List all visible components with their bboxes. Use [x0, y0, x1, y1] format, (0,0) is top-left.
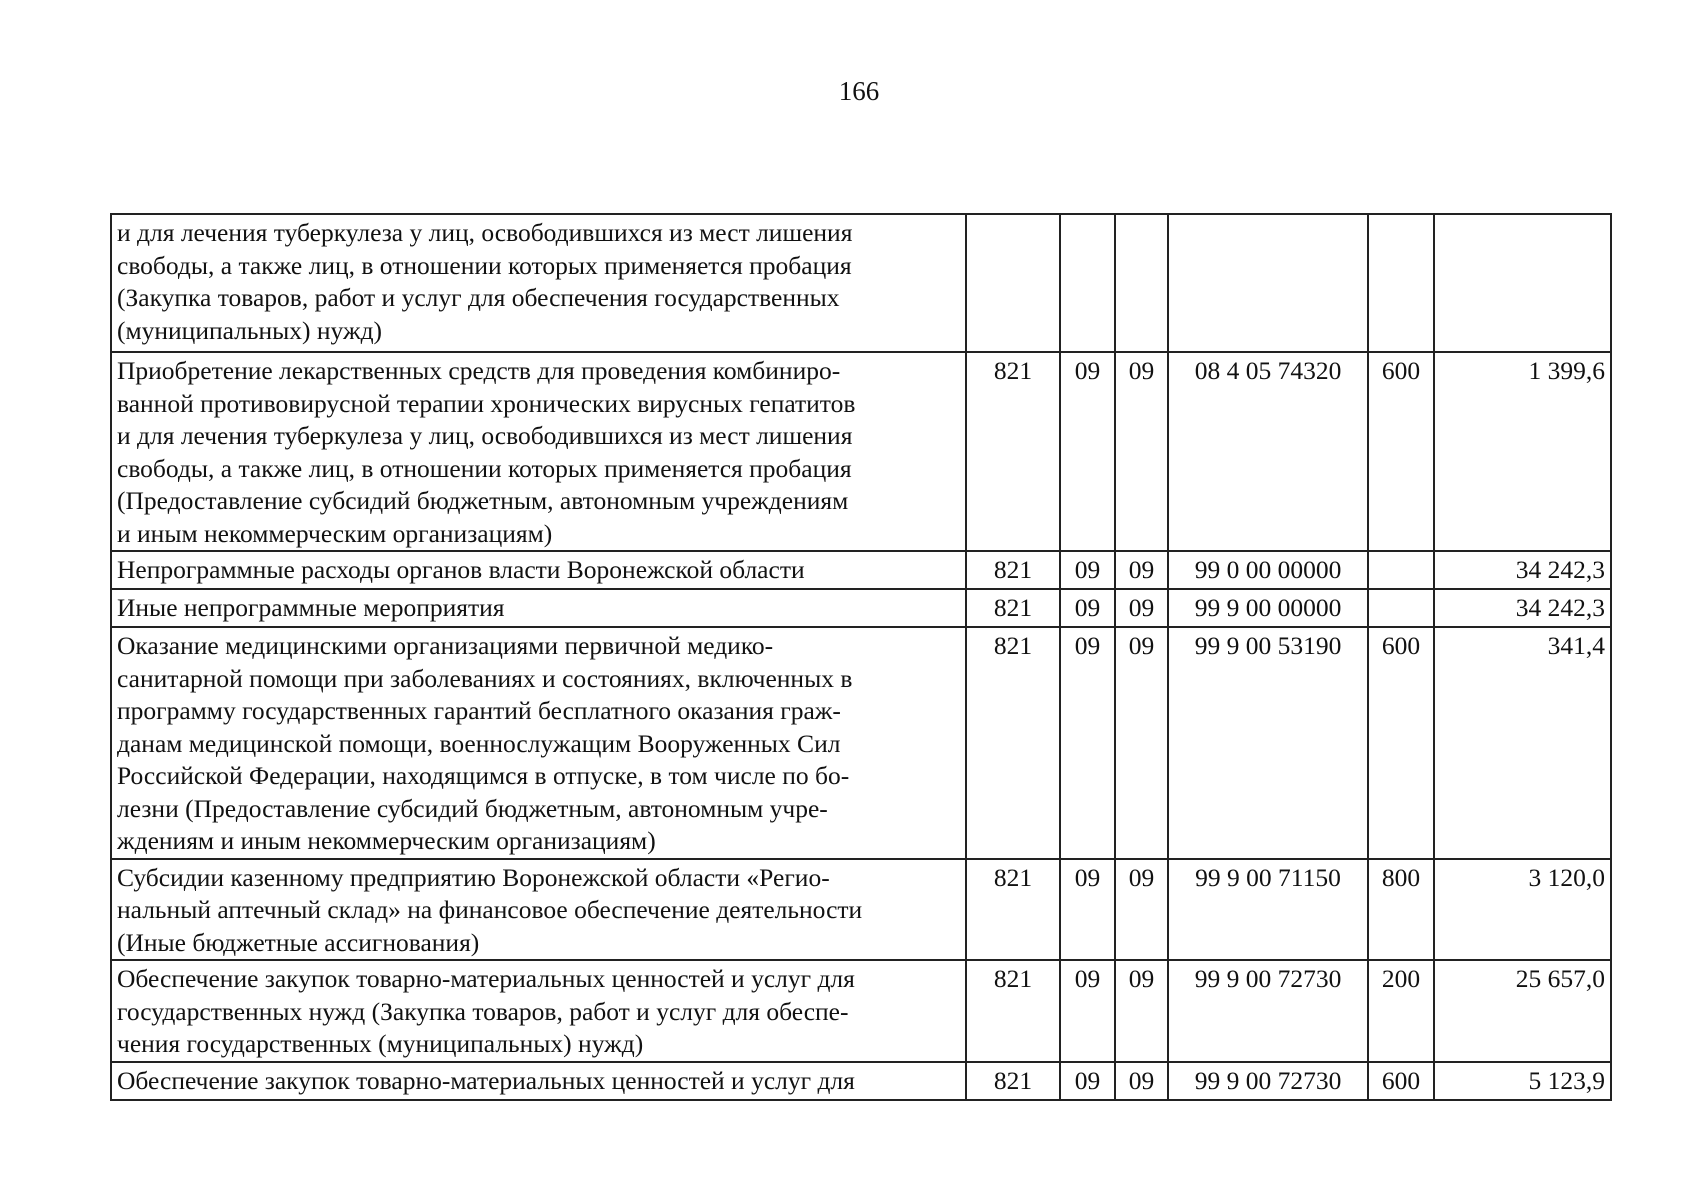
expense-name-line: данам медицинской помощи, военнослужащим Вооруженных Сил [117, 728, 841, 758]
subsection-cell: 09 [1115, 627, 1168, 859]
target-article-cell [1168, 214, 1368, 352]
amount-cell: 3 120,0 [1434, 859, 1611, 961]
expense-name-cell [111, 214, 966, 352]
expense-type-cell: 600 [1368, 627, 1434, 859]
section-cell: 09 [1060, 589, 1115, 627]
expense-type-cell: 600 [1368, 1062, 1434, 1100]
expense-name-cell [111, 1062, 966, 1100]
section-cell: 09 [1060, 1062, 1115, 1100]
grbs-cell: 821 [966, 551, 1060, 589]
subsection-cell: 09 [1115, 960, 1168, 1062]
amount-cell: 1 399,6 [1434, 352, 1611, 551]
expense-name-line: (Закупка товаров, работ и услуг для обеспечения государственных [117, 283, 840, 312]
expense-name-line: Субсидии казенному предприятию Воронежской области «Регио- [117, 862, 830, 892]
grbs-cell: 821 [966, 627, 1060, 859]
grbs-cell: 821 [966, 352, 1060, 551]
expense-name-line: Приобретение лекарственных средств для проведения комбиниро- [117, 356, 841, 385]
table-row [111, 214, 1611, 352]
target-article-cell: 99 9 00 72730 [1168, 960, 1368, 1062]
expense-name-line: и для лечения туберкулеза у лиц, освободившихся из мест лишения [117, 421, 853, 450]
expense-name-line: и иным некоммерческим организациям) [117, 518, 553, 548]
amount-cell: 34 242,3 [1434, 589, 1611, 627]
expense-name-line: лезни (Предоставление субсидий бюджетным, автономным учре- [117, 793, 828, 823]
expense-name-line: программу государственных гарантий бесплатного оказания граж- [117, 696, 841, 725]
subsection-cell: 09 [1115, 859, 1168, 961]
expense-name-line: Российской Федерации, находящимся в отпуске, в том числе по бо- [117, 761, 850, 790]
table-row [111, 1062, 1611, 1100]
section-cell [1060, 214, 1115, 352]
expense-name-line: Оказание медицинскими организациями первичной медико- [117, 631, 774, 660]
expense-name-line: ждениям и иным некоммерческим организациям) [117, 826, 656, 855]
expense-name-line: государственных нужд (Закупка товаров, работ и услуг для обеспе- [117, 996, 849, 1026]
expense-name-line: Иные непрограммные мероприятия [117, 593, 505, 622]
expense-type-cell: 800 [1368, 859, 1434, 961]
expense-name-line: Обеспечение закупок товарно-материальных ценностей и услуг для [117, 964, 855, 993]
subsection-cell: 09 [1115, 352, 1168, 551]
amount-cell: 25 657,0 [1434, 960, 1611, 1062]
section-cell: 09 [1060, 627, 1115, 859]
expense-name-line: (муниципальных) нужд) [117, 315, 383, 345]
table-row [111, 627, 1611, 859]
expense-name-line: свободы, а также лиц, в отношении которых применяется пробация [117, 250, 852, 280]
amount-cell [1434, 214, 1611, 352]
expense-name-line: и для лечения туберкулеза у лиц, освободившихся из мест лишения [117, 218, 853, 247]
subsection-cell: 09 [1115, 1062, 1168, 1100]
expense-name-cell [111, 551, 966, 589]
grbs-cell [966, 214, 1060, 352]
expense-name-cell [111, 589, 966, 627]
table-row [111, 859, 1611, 961]
subsection-cell: 09 [1115, 589, 1168, 627]
section-cell: 09 [1060, 960, 1115, 1062]
target-article-cell: 99 0 00 00000 [1168, 551, 1368, 589]
expense-name-line: Обеспечение закупок товарно-материальных ценностей и услуг для [117, 1065, 855, 1095]
amount-cell: 341,4 [1434, 627, 1611, 859]
section-cell: 09 [1060, 859, 1115, 961]
expense-name-line: (Предоставление субсидий бюджетным, автономным учреждениям [117, 486, 849, 515]
expense-name-cell [111, 960, 966, 1062]
expense-type-cell [1368, 214, 1434, 352]
expense-name-line: Непрограммные расходы органов власти Воронежской области [117, 555, 805, 584]
target-article-cell: 08 4 05 74320 [1168, 352, 1368, 551]
grbs-cell: 821 [966, 1062, 1060, 1100]
expense-type-cell [1368, 551, 1434, 589]
expense-name-line: свободы, а также лиц, в отношении которых применяется пробация [117, 453, 852, 483]
grbs-cell: 821 [966, 960, 1060, 1062]
page-number: 166 [838, 76, 880, 106]
expense-name-cell [111, 627, 966, 859]
section-cell: 09 [1060, 551, 1115, 589]
expense-name-line: нальный аптечный склад» на финансовое обеспечение деятельности [117, 895, 863, 924]
expense-name-line: ванной противовирусной терапии хронических вирусных гепатитов [117, 388, 856, 418]
subsection-cell: 09 [1115, 551, 1168, 589]
expense-name-cell [111, 352, 966, 551]
section-cell: 09 [1060, 352, 1115, 551]
expense-name-line: (Иные бюджетные ассигнования) [117, 927, 480, 957]
target-article-cell: 99 9 00 00000 [1168, 589, 1368, 627]
grbs-cell: 821 [966, 589, 1060, 627]
budget-table [110, 213, 1612, 1101]
target-article-cell: 99 9 00 53190 [1168, 627, 1368, 859]
expense-type-cell [1368, 589, 1434, 627]
table-row [111, 589, 1611, 627]
table-row [111, 352, 1611, 551]
expense-name-line: санитарной помощи при заболеваниях и состояниях, включенных в [117, 663, 853, 693]
expense-name-cell [111, 859, 966, 961]
expense-type-cell: 200 [1368, 960, 1434, 1062]
amount-cell: 34 242,3 [1434, 551, 1611, 589]
table-row [111, 960, 1611, 1062]
expense-name-line: чения государственных (муниципальных) нужд) [117, 1029, 644, 1058]
grbs-cell: 821 [966, 859, 1060, 961]
subsection-cell [1115, 214, 1168, 352]
target-article-cell: 99 9 00 71150 [1168, 859, 1368, 961]
target-article-cell: 99 9 00 72730 [1168, 1062, 1368, 1100]
table-row [111, 551, 1611, 589]
amount-cell: 5 123,9 [1434, 1062, 1611, 1100]
expense-type-cell: 600 [1368, 352, 1434, 551]
